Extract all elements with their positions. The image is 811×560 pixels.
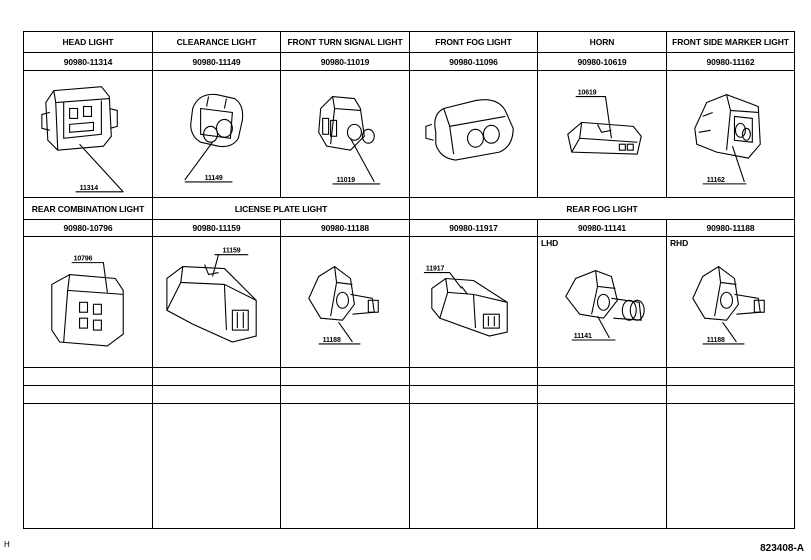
callout-label: 11141 bbox=[573, 333, 592, 341]
part-number: 90980-11188 bbox=[667, 219, 795, 236]
front-fog-connector-drawing bbox=[410, 71, 537, 198]
callout-label: 11917 bbox=[425, 265, 445, 273]
rear-fog-connector-rhd-drawing bbox=[667, 237, 794, 367]
illustration-cell bbox=[667, 237, 795, 368]
illustration-cell bbox=[410, 237, 538, 368]
illustration-cell bbox=[153, 237, 281, 368]
front-turn-signal-connector-drawing bbox=[281, 71, 409, 198]
part-number-row-1 bbox=[24, 53, 795, 70]
rear-fog-connector-lhd-drawing bbox=[538, 237, 666, 367]
clearance-light-connector-drawing bbox=[153, 71, 280, 198]
rear-combination-connector-drawing bbox=[24, 237, 152, 367]
license-plate-connector-drawing bbox=[153, 237, 280, 367]
callout-label: 11188 bbox=[322, 337, 341, 345]
license-plate-connector-2-drawing bbox=[281, 237, 409, 367]
part-number: 90980-11188 bbox=[281, 219, 410, 236]
header-horn: HORN bbox=[538, 32, 667, 53]
illustration-cell bbox=[24, 237, 153, 368]
callout-label: 11314 bbox=[79, 184, 98, 192]
empty-row bbox=[24, 404, 795, 529]
part-number: 90980-11162 bbox=[667, 53, 795, 70]
part-number: 90980-11159 bbox=[153, 219, 281, 236]
illustration-cell bbox=[410, 70, 538, 198]
rear-fog-connector-11917-drawing bbox=[410, 237, 537, 367]
header-row-1 bbox=[24, 32, 795, 53]
header-front-fog-light: FRONT FOG LIGHT bbox=[410, 32, 538, 53]
callout-label: 11188 bbox=[706, 337, 725, 345]
illustration-row-1 bbox=[24, 70, 795, 198]
part-number: 90980-11314 bbox=[24, 53, 153, 70]
callout-label: 11149 bbox=[204, 174, 223, 182]
illustration-cell bbox=[538, 70, 667, 198]
callout-label: 11162 bbox=[706, 176, 725, 184]
figure-code: 823408-A bbox=[760, 543, 804, 554]
head-light-connector-drawing bbox=[24, 71, 152, 198]
connector-table bbox=[23, 31, 795, 529]
illustration-cell bbox=[281, 70, 410, 198]
callout-label: 10796 bbox=[73, 255, 93, 263]
header-rear-fog-light: REAR FOG LIGHT bbox=[410, 198, 795, 219]
horn-connector-drawing bbox=[538, 71, 666, 198]
illustration-row-2 bbox=[24, 237, 795, 368]
part-number: 90980-11141 bbox=[538, 219, 667, 236]
footer-left-mark: H bbox=[4, 540, 10, 549]
illustration-cell bbox=[153, 70, 281, 198]
header-rear-combination-light: REAR COMBINATION LIGHT bbox=[24, 198, 153, 219]
illustration-cell bbox=[24, 70, 153, 198]
illustration-cell bbox=[667, 70, 795, 198]
header-license-plate-light: LICENSE PLATE LIGHT bbox=[153, 198, 410, 219]
callout-label: 11159 bbox=[222, 247, 241, 255]
part-number: 90980-11096 bbox=[410, 53, 538, 70]
header-front-side-marker-light: FRONT SIDE MARKER LIGHT bbox=[667, 32, 795, 53]
part-number: 90980-10796 bbox=[24, 219, 153, 236]
empty-row bbox=[24, 386, 795, 404]
empty-row bbox=[24, 367, 795, 385]
header-row-2 bbox=[24, 198, 795, 219]
header-front-turn-signal-light: FRONT TURN SIGNAL LIGHT bbox=[281, 32, 410, 53]
part-number-row-2 bbox=[24, 219, 795, 236]
part-number: 90980-11149 bbox=[153, 53, 281, 70]
front-side-marker-connector-drawing bbox=[667, 71, 794, 198]
rhd-label: RHD bbox=[670, 238, 689, 249]
part-number: 90980-11917 bbox=[410, 219, 538, 236]
lhd-label: LHD bbox=[541, 238, 559, 249]
part-number: 90980-11019 bbox=[281, 53, 410, 70]
header-clearance-light: CLEARANCE LIGHT bbox=[153, 32, 281, 53]
callout-label: 11019 bbox=[336, 176, 355, 184]
part-number: 90980-10619 bbox=[538, 53, 667, 70]
illustration-cell bbox=[281, 237, 410, 368]
header-head-light: HEAD LIGHT bbox=[24, 32, 153, 53]
callout-label: 10619 bbox=[577, 89, 597, 97]
illustration-cell bbox=[538, 237, 667, 368]
